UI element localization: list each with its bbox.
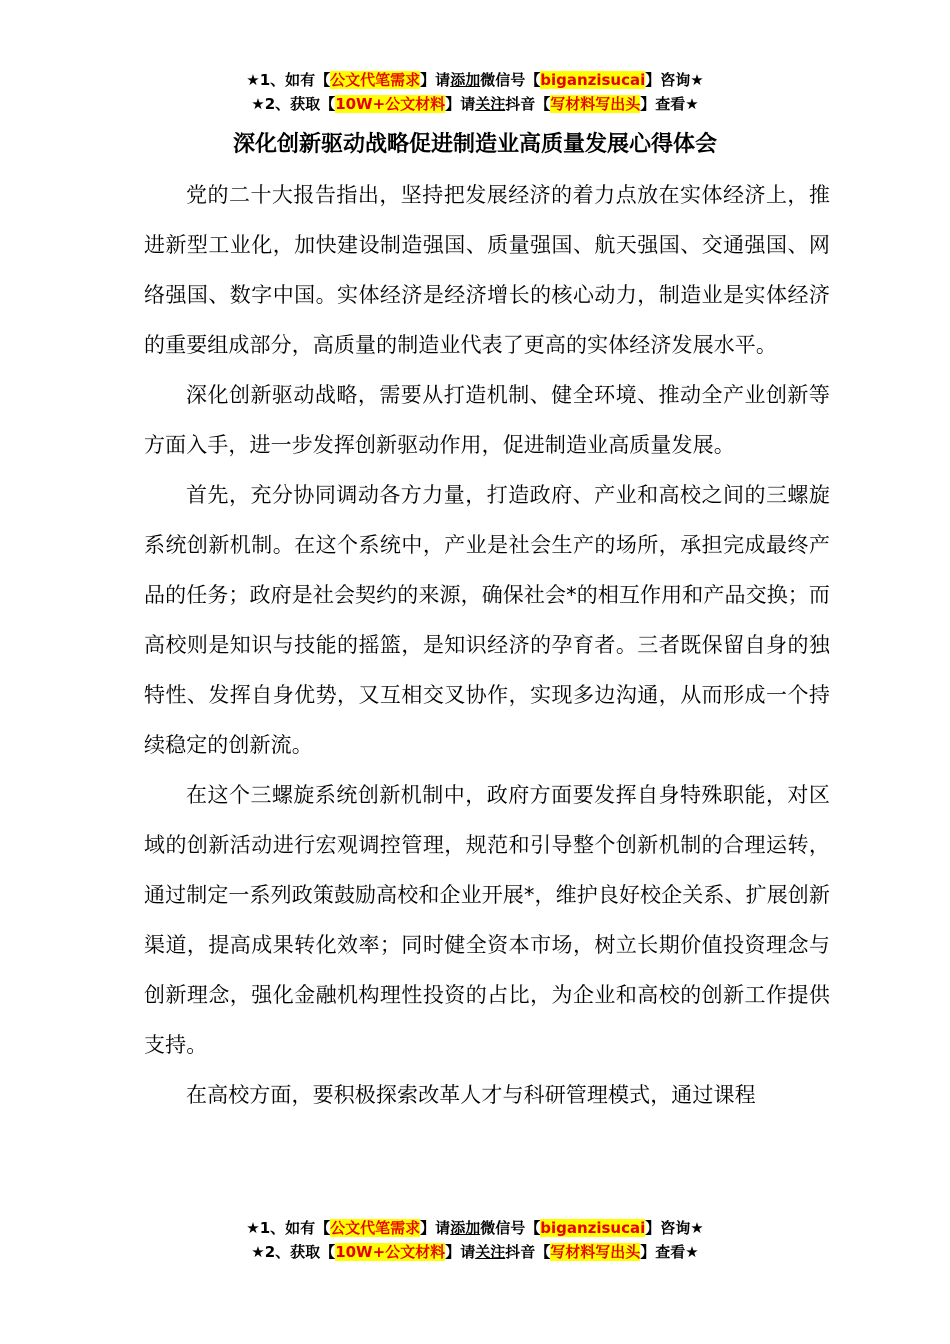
banner-underlined: 添加 (450, 71, 481, 89)
banner-text: 抖音【 (505, 95, 551, 113)
banner-text: 】请 (420, 71, 451, 89)
banner-highlight: 10W+公文材料 (335, 95, 446, 113)
banner-text: 】请 (420, 1219, 451, 1237)
banner-text: 】请 (445, 1243, 476, 1261)
banner-text: ★2、获取【 (251, 1243, 336, 1261)
banner-highlight: 公文代笔需求 (330, 1219, 421, 1237)
paragraph: 在这个三螺旋系统创新机制中，政府方面要发挥自身特殊职能，对区域的创新活动进行宏观调控管理，规范和引导整个创新机制的合理运转，通过制定一系列政策鼓励高校和企业开展*，维护良好校企关系、扩展创新渠道，提高成果转化效率；同时健全资本市场，树立长期价值投资理念与创新理念，强化金融机构理性投资的占比，为企业和高校的创新工作提供支持。 (144, 783, 830, 1057)
banner-highlight-douyin-id: 写材料写出头 (550, 1243, 641, 1261)
footer-banner (0, 1216, 950, 1264)
banner-text: ★1、如有【 (246, 1219, 331, 1237)
banner-line-1 (0, 1216, 950, 1240)
paragraph: 首先，充分协同调动各方力量，打造政府、产业和高校之间的三螺旋系统创新机制。在这个系统中，产业是社会生产的场所，承担完成最终产品的任务；政府是社会契约的来源，确保社会*的相互作用和产品交换；而高校则是知识与技能的摇篮，是知识经济的孕育者。三者既保留自身的独特性、发挥自身优势，又互相交叉协作，实现多边沟通，从而形成一个持续稳定的创新流。 (144, 483, 830, 757)
banner-text: 】查看★ (640, 95, 699, 113)
paragraph: 在高校方面，要积极探索改革人才与科研管理模式，通过课程 (186, 1083, 756, 1107)
header-banner (0, 68, 950, 116)
banner-highlight-wechat-id: biganzisucai (540, 71, 646, 89)
banner-line-2 (0, 1240, 950, 1264)
banner-text: 微信号【 (480, 1219, 541, 1237)
banner-text: 微信号【 (480, 71, 541, 89)
banner-highlight: 公文代笔需求 (330, 71, 421, 89)
banner-highlight-douyin-id: 写材料写出头 (550, 95, 641, 113)
banner-underlined: 关注 (475, 1243, 506, 1261)
paragraph: 党的二十大报告指出，坚持把发展经济的着力点放在实体经济上，推进新型工业化，加快建设制造强国、质量强国、航天强国、交通强国、网络强国、数字中国。实体经济是经济增长的核心动力，制造业是实体经济的重要组成部分，高质量的制造业代表了更高的实体经济发展水平。 (144, 183, 830, 357)
banner-line-2 (0, 92, 950, 116)
banner-underlined: 添加 (450, 1219, 481, 1237)
banner-text: 】查看★ (640, 1243, 699, 1261)
banner-underlined: 关注 (475, 95, 506, 113)
document-body (144, 170, 830, 1120)
paragraph: 深化创新驱动战略，需要从打造机制、健全环境、推动全产业创新等方面入手，进一步发挥创新驱动作用，促进制造业高质量发展。 (144, 383, 830, 457)
banner-text: ★2、获取【 (251, 95, 336, 113)
banner-line-1 (0, 68, 950, 92)
banner-text: 】咨询★ (645, 71, 704, 89)
banner-text: 】请 (445, 95, 476, 113)
banner-text: 抖音【 (505, 1243, 551, 1261)
document-title: 深化创新驱动战略促进制造业高质量发展心得体会 (232, 132, 717, 157)
banner-text: 】咨询★ (645, 1219, 704, 1237)
banner-text: ★1、如有【 (246, 71, 331, 89)
banner-highlight-wechat-id: biganzisucai (540, 1219, 646, 1237)
banner-highlight: 10W+公文材料 (335, 1243, 446, 1261)
